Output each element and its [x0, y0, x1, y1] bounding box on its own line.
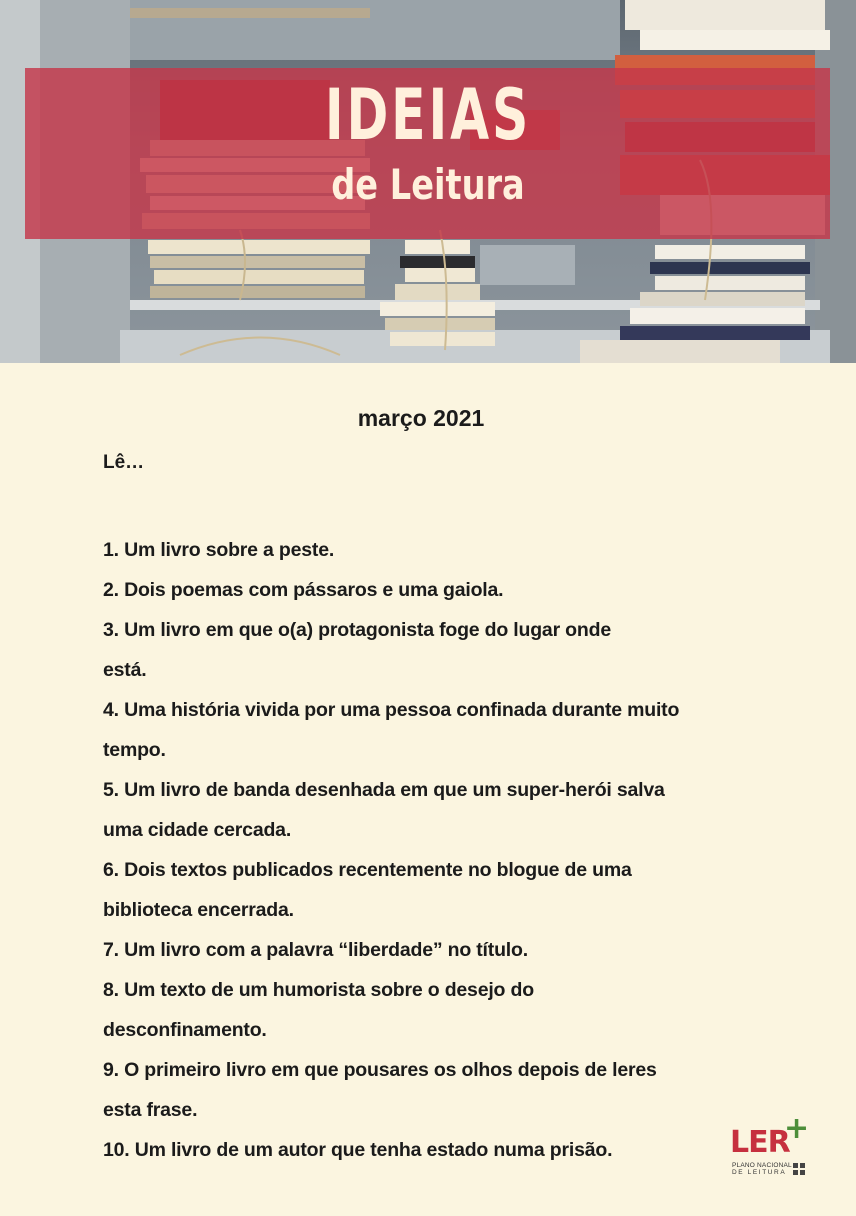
- ler-logo: [730, 1111, 810, 1178]
- reading-ideas-list: [103, 530, 763, 1170]
- list-line: tempo.: [103, 739, 166, 761]
- list-line: 3. Um livro em que o(a) protagonista foge do lugar onde: [103, 619, 611, 641]
- header-photo: [0, 0, 856, 363]
- banner-title: IDEIAS: [324, 74, 532, 156]
- month-heading: março 2021: [357, 405, 485, 431]
- list-line: 9. O primeiro livro em que pousares os olhos depois de leres: [103, 1059, 657, 1081]
- list-line: 1. Um livro sobre a peste.: [103, 539, 335, 561]
- logo-line-1: PLANO NACIONAL: [732, 1162, 792, 1169]
- list-line: biblioteca encerrada.: [103, 899, 294, 921]
- list-line: 4. Uma história vivida por uma pessoa confinada durante muito: [103, 699, 680, 721]
- list-line: 7. Um livro com a palavra “liberdade” no título.: [103, 939, 528, 961]
- list-line: desconfinamento.: [103, 1019, 267, 1041]
- logo-grid-icon: [793, 1163, 805, 1175]
- list-line: esta frase.: [103, 1099, 198, 1121]
- list-line: 5. Um livro de banda desenhada em que um super-herói salva: [103, 779, 665, 801]
- list-line: 2. Dois poemas com pássaros e uma gaiola.: [103, 579, 504, 601]
- list-line: uma cidade cercada.: [103, 819, 292, 841]
- list-line: 10. Um livro de um autor que tenha estado numa prisão.: [103, 1139, 613, 1161]
- logo-line-2: DE LEITURA: [732, 1169, 787, 1176]
- intro-text: Lê…: [103, 452, 145, 473]
- list-line: 8. Um texto de um humorista sobre o desejo do: [103, 979, 534, 1001]
- list-line: 6. Dois textos publicados recentemente no blogue de uma: [103, 859, 632, 881]
- list-line: está.: [103, 659, 147, 681]
- banner-subtitle: de Leitura: [331, 160, 525, 209]
- logo-plus-icon: +: [784, 1111, 810, 1146]
- logo-word: LER: [730, 1125, 790, 1160]
